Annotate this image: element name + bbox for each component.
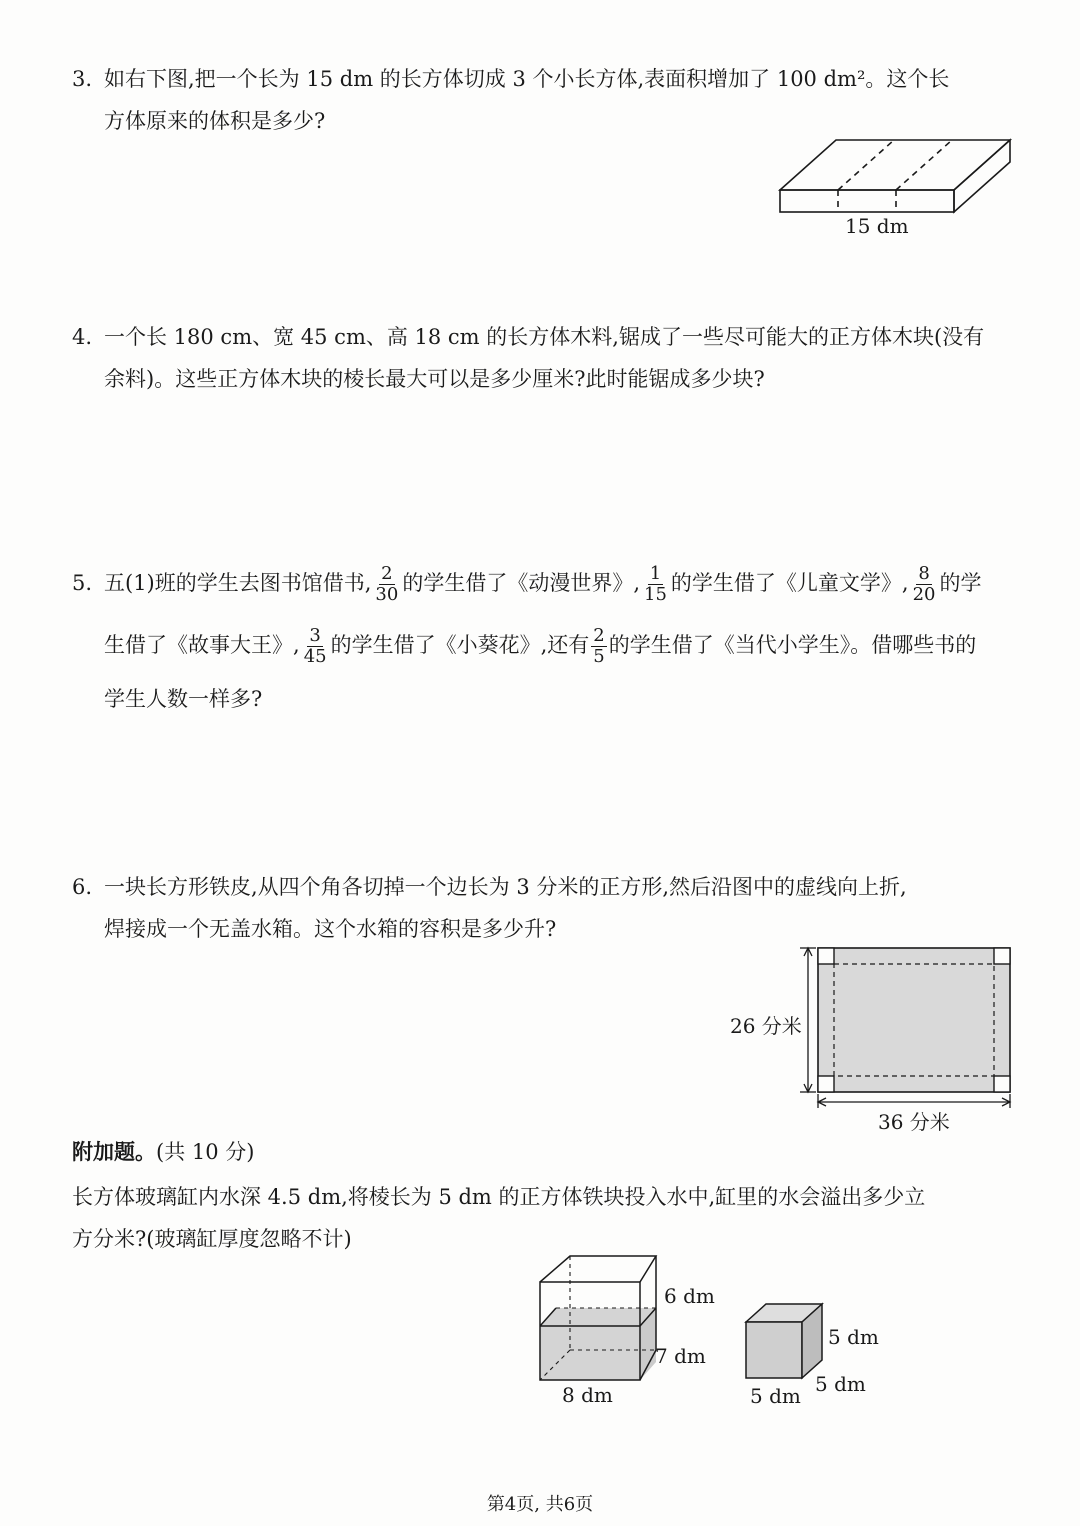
denominator: 15 <box>644 584 667 605</box>
question-text: 的学生借了《当代小学生》。借哪些书的 <box>608 633 977 657</box>
width-label: 36 分米 <box>878 1110 950 1134</box>
question-text: 五(1)班的学生去图书馆借书, <box>104 571 372 595</box>
fraction <box>302 626 329 667</box>
question-text-cont: 余料)。这些正方体木块的棱长最大可以是多少厘米?此时能锯成多少块? <box>104 367 765 391</box>
question-4 <box>72 316 1022 400</box>
question-text-cont: 方体原来的体积是多少? <box>104 109 326 133</box>
question-text: 如右下图,把一个长为 15 dm 的长方体切成 3 个小长方体,表面积增加了 100 dm²。这个长 <box>104 67 950 91</box>
tank-height-label: 7 dm <box>655 1344 706 1368</box>
fraction <box>373 564 400 605</box>
length-label: 15 dm <box>845 214 909 238</box>
question-6 <box>72 866 1022 950</box>
question-text: 生借了《故事大王》, <box>104 633 300 657</box>
question-text: 的学生借了《小葵花》,还有 <box>330 633 590 657</box>
question-text: 一块长方形铁皮,从四个角各切掉一个边长为 3 分米的正方形,然后沿图中的虚线向上折, <box>104 875 907 899</box>
cube-depth-label: 5 dm <box>815 1372 866 1396</box>
sheet-metal-figure <box>790 940 1030 1110</box>
question-text: 的学生借了《儿童文学》, <box>670 571 909 595</box>
numerator: 2 <box>381 563 393 584</box>
denominator: 5 <box>593 646 605 667</box>
question-text: 长方体玻璃缸内水深 4.5 dm,将棱长为 5 dm 的正方体铁块投入水中,缸里的水会溢出多少立 <box>72 1185 926 1209</box>
bonus-question <box>72 1176 1022 1260</box>
numerator: 1 <box>649 563 662 584</box>
bonus-title: 附加题。 <box>72 1139 156 1164</box>
numerator: 3 <box>309 625 321 646</box>
question-text-cont: 焊接成一个无盖水箱。这个水箱的容积是多少升? <box>104 917 557 941</box>
bonus-heading <box>72 1136 254 1166</box>
question-text: 一个长 180 cm、宽 45 cm、高 18 cm 的长方体木料,锯成了一些尽可能大的正方体木块(没有 <box>104 325 985 349</box>
cube-side-label: 5 dm <box>828 1325 879 1349</box>
question-number: 3. <box>72 67 93 91</box>
question-text: 的学生借了《动漫世界》, <box>402 571 641 595</box>
question-text-cont: 方分米?(玻璃缸厚度忽略不计) <box>72 1227 352 1251</box>
fraction <box>591 626 606 667</box>
bonus-points: (共 10 分) <box>156 1140 255 1164</box>
question-text-cont: 学生人数一样多? <box>104 687 263 711</box>
glass-tank-figure <box>530 1250 670 1390</box>
height-label: 26 分米 <box>730 1014 802 1038</box>
tank-length-label: 8 dm <box>562 1383 613 1407</box>
page-footer: 第4页, 共6页 <box>486 1494 594 1515</box>
question-number: 4. <box>72 325 93 349</box>
denominator: 30 <box>375 584 399 605</box>
fraction <box>911 564 938 605</box>
question-text: 的学 <box>939 571 982 595</box>
numerator: 2 <box>593 625 605 646</box>
cube-front-label: 5 dm <box>750 1384 801 1408</box>
question-5 <box>72 552 1022 722</box>
question-number: 5. <box>72 571 93 595</box>
cuboid-cut-figure <box>770 130 1020 220</box>
fraction <box>642 564 669 605</box>
question-number: 6. <box>72 875 93 899</box>
tank-top-label: 6 dm <box>664 1284 715 1308</box>
numerator: 8 <box>918 563 930 584</box>
denominator: 20 <box>912 584 936 605</box>
denominator: 45 <box>303 646 327 667</box>
